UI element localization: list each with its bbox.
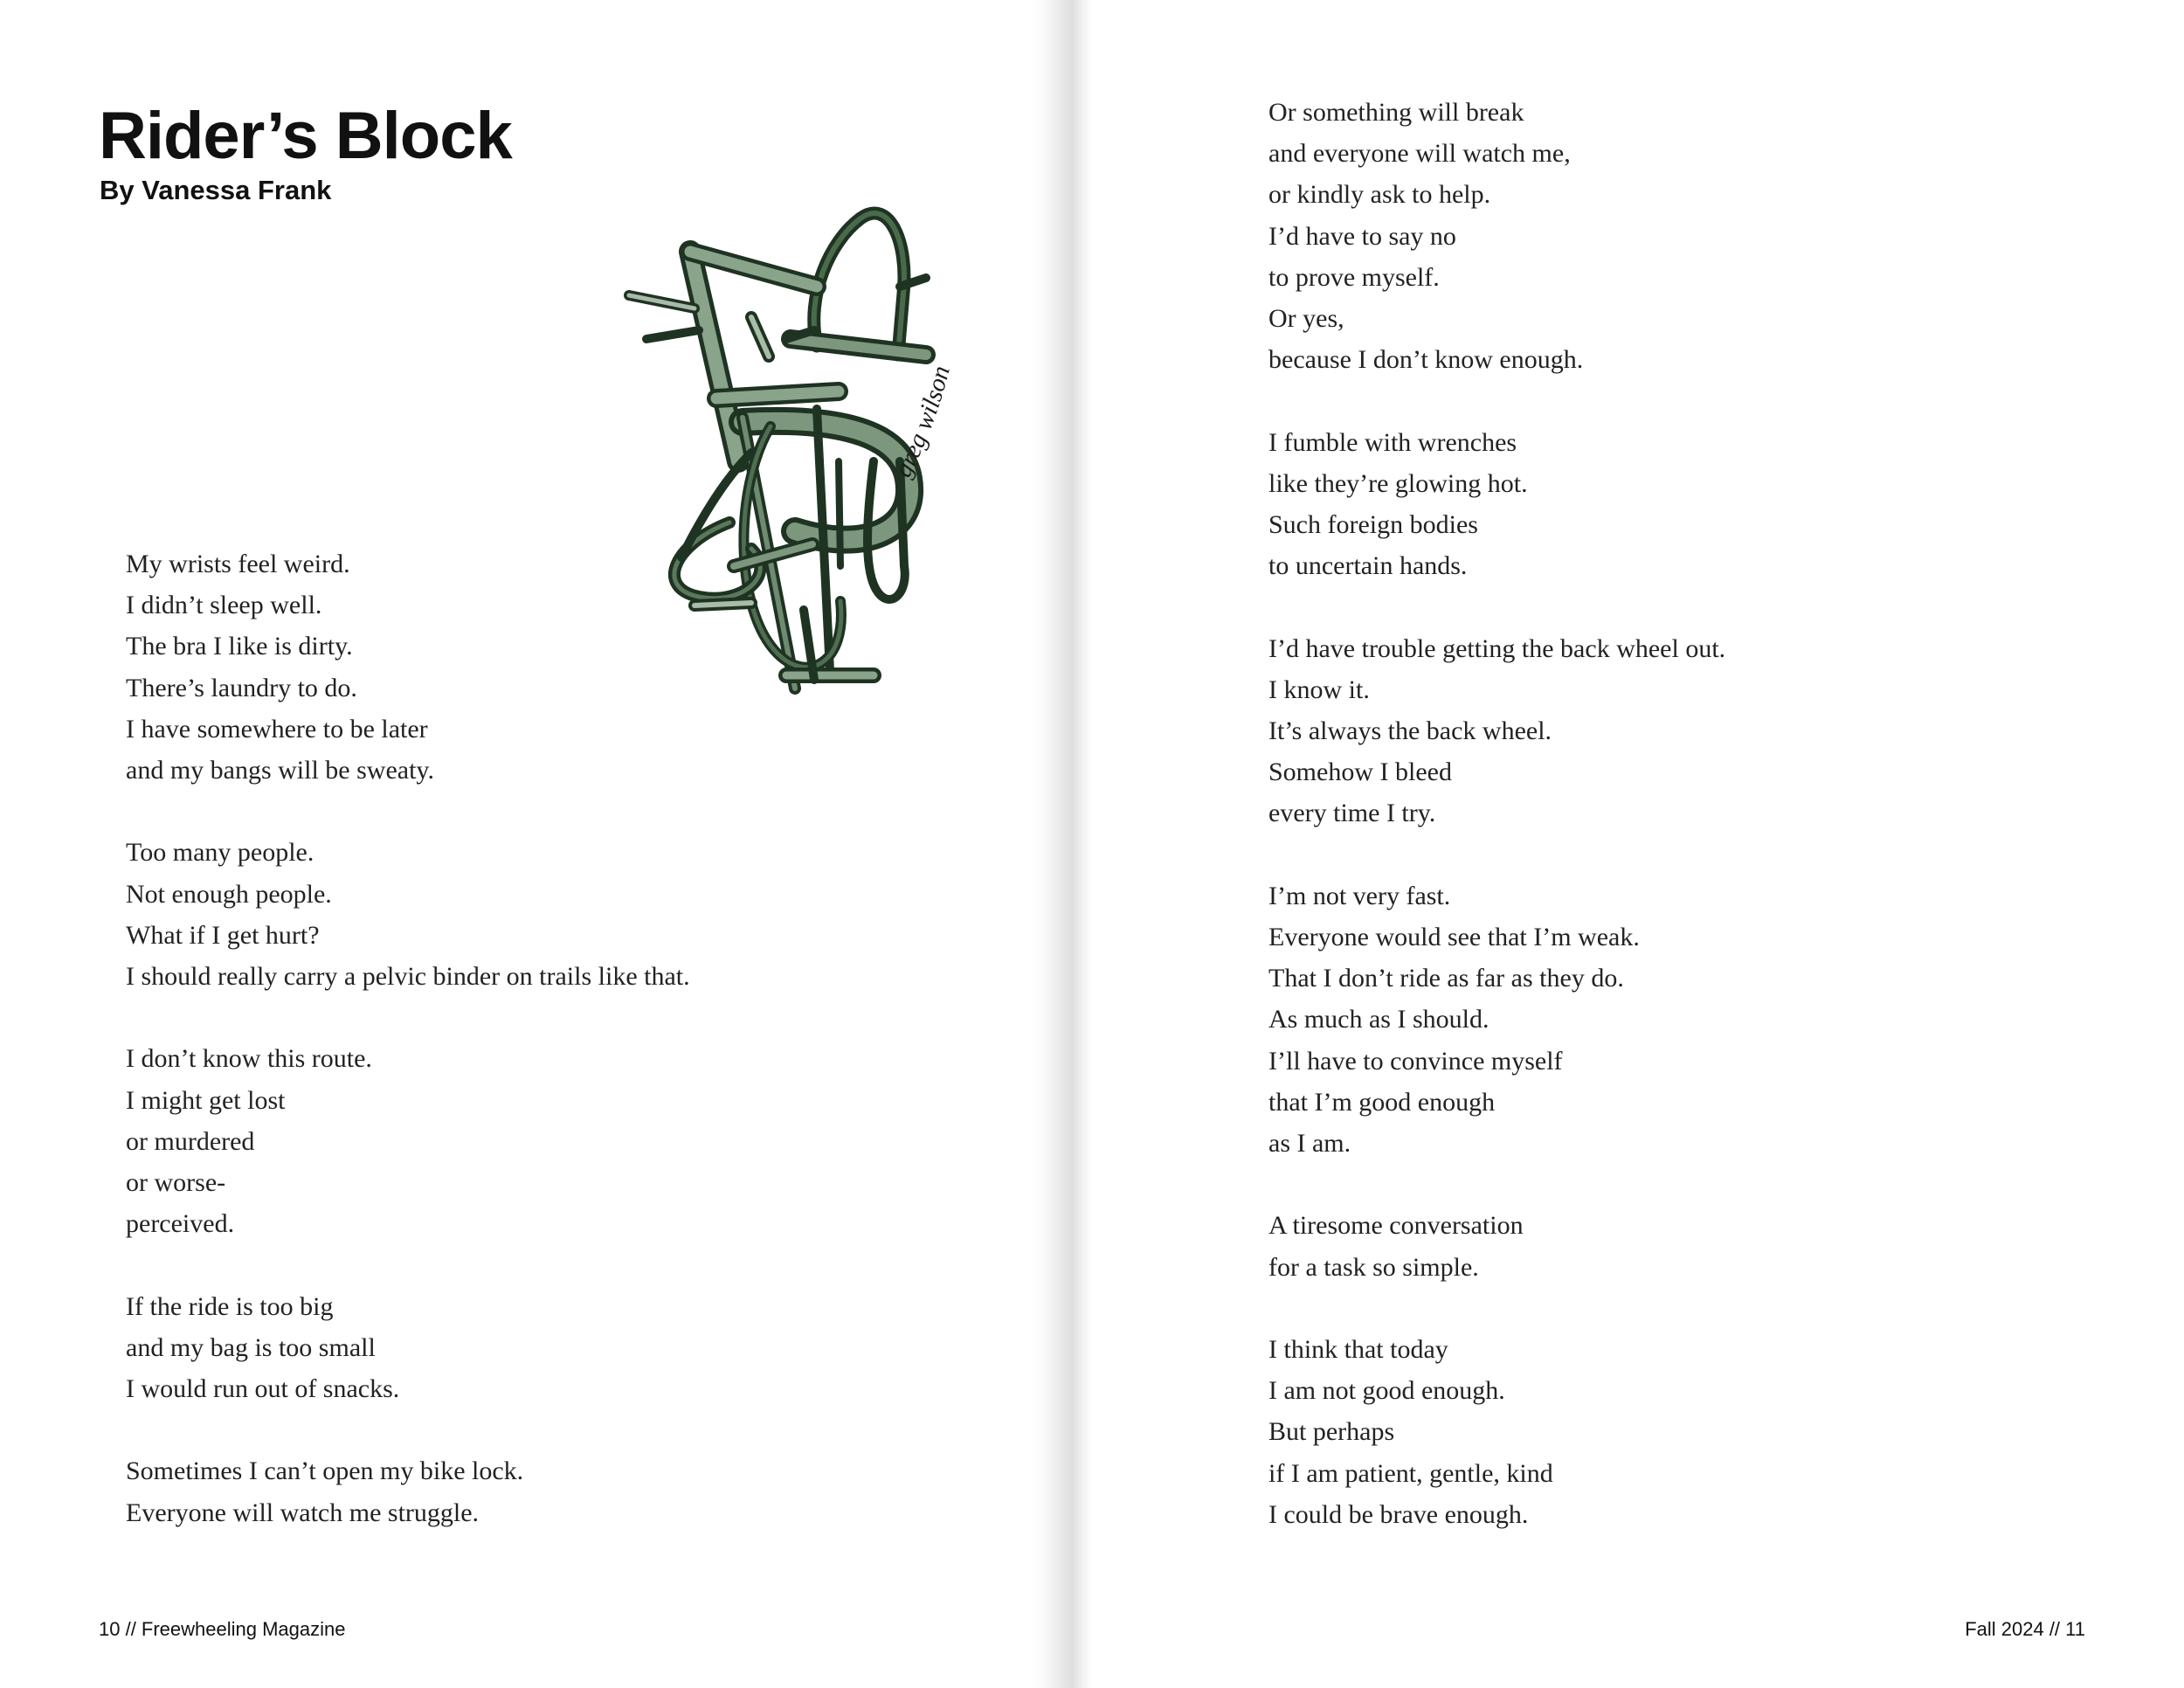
poem-line: I’d have trouble getting the back wheel out. [1268,633,1726,663]
folio-left: 10 // Freewheeling Magazine [99,1618,346,1640]
poem-line: as I am. [1268,1129,1351,1159]
poem-line: That I don’t ride as far as they do. [1268,964,1624,993]
poem-line: I know it. [1268,675,1370,704]
illustration-signature: greg wilson [888,363,956,482]
poem-line: The bra I like is dirty. [126,632,353,661]
poem-line: I’ll have to convince myself [1268,1046,1563,1076]
poem-line: or kindly ask to help. [1268,180,1491,210]
poem-line: As much as I should. [1268,1005,1489,1034]
poem-line: I would run out of snacks. [126,1374,400,1404]
poem-right-column [1268,92,1725,1535]
poem-line: or murdered [126,1126,255,1156]
poem-line: to prove myself. [1268,262,1440,292]
poem-line: If the ride is too big [126,1291,334,1321]
poem-line: My wrists feel weird. [126,550,350,578]
poem-left-column [126,543,690,1533]
poem-line: because I don’t know enough. [1268,345,1584,375]
poem-line: for a task so simple. [1268,1252,1479,1282]
stanza [126,1286,690,1410]
poem-line: I don’t know this route. [126,1044,372,1074]
poem-line: There’s laundry to do. [126,673,357,702]
poem-line: Or something will break [1268,98,1524,127]
poem-line: I could be brave enough. [1268,1499,1529,1529]
poem-line: Such foreign bodies [1268,510,1478,540]
poem-line: I have somewhere to be later [126,714,428,744]
byline: By Vanessa Frank [100,175,332,205]
stanza [126,1038,690,1244]
stanza [126,832,690,997]
poem-line: I’d have to say no [1268,221,1456,251]
poem-line: I am not good enough. [1268,1376,1505,1406]
poem-line: It’s always the back wheel. [1268,716,1552,746]
stanza [1268,1329,1725,1535]
poem-line: Too many people. [126,838,314,868]
poem-line: Everyone would see that I’m weak. [1268,923,1640,952]
poem-line: Not enough people. [126,879,332,909]
poem-line: Somehow I bleed [1268,758,1452,787]
stanza [126,543,690,791]
poem-line: Sometimes I can’t open my bike lock. [126,1456,524,1486]
poem-line: What if I get hurt? [126,920,320,950]
poem-line: and my bag is too small [126,1332,376,1362]
poem-line: Or yes, [1268,304,1344,334]
stanza [1268,92,1725,380]
poem-line: like they’re glowing hot. [1268,468,1528,498]
poem-line: if I am patient, gentle, kind [1268,1458,1553,1488]
u-lock-shackle-shape [814,213,904,355]
poem-line: Everyone will watch me struggle. [126,1498,480,1527]
stanza [1268,422,1725,587]
poem-line: that I’m good enough [1268,1087,1496,1117]
stanza [126,1450,690,1532]
right-page [1057,0,2184,1688]
poem-title: Rider’s Block [99,99,512,173]
folio-right: Fall 2024 // 11 [1965,1618,2085,1640]
poem-line: I’m not very fast. [1268,881,1451,910]
stanza [1268,875,1725,1164]
poem-line: every time I try. [1268,799,1436,828]
poem-line: or worse- [126,1168,226,1198]
poem-line: I might get lost [126,1085,286,1115]
poem-line: But perhaps [1268,1417,1395,1447]
stanza [1268,628,1725,834]
poem-line: and everyone will watch me, [1268,139,1571,169]
poem-line: I should really carry a pelvic binder on trails like that. [126,962,690,992]
poem-line: and my bangs will be sweaty. [126,756,434,785]
poem-line: A tiresome conversation [1268,1211,1524,1241]
poem-line: I fumble with wrenches [1268,427,1517,457]
poem-line: to uncertain hands. [1268,551,1468,581]
poem-line: I didn’t sleep well. [126,591,322,620]
poem-line: I think that today [1268,1335,1448,1365]
poem-line: perceived. [126,1209,235,1239]
left-page [0,0,1057,1688]
stanza [1268,1205,1725,1287]
